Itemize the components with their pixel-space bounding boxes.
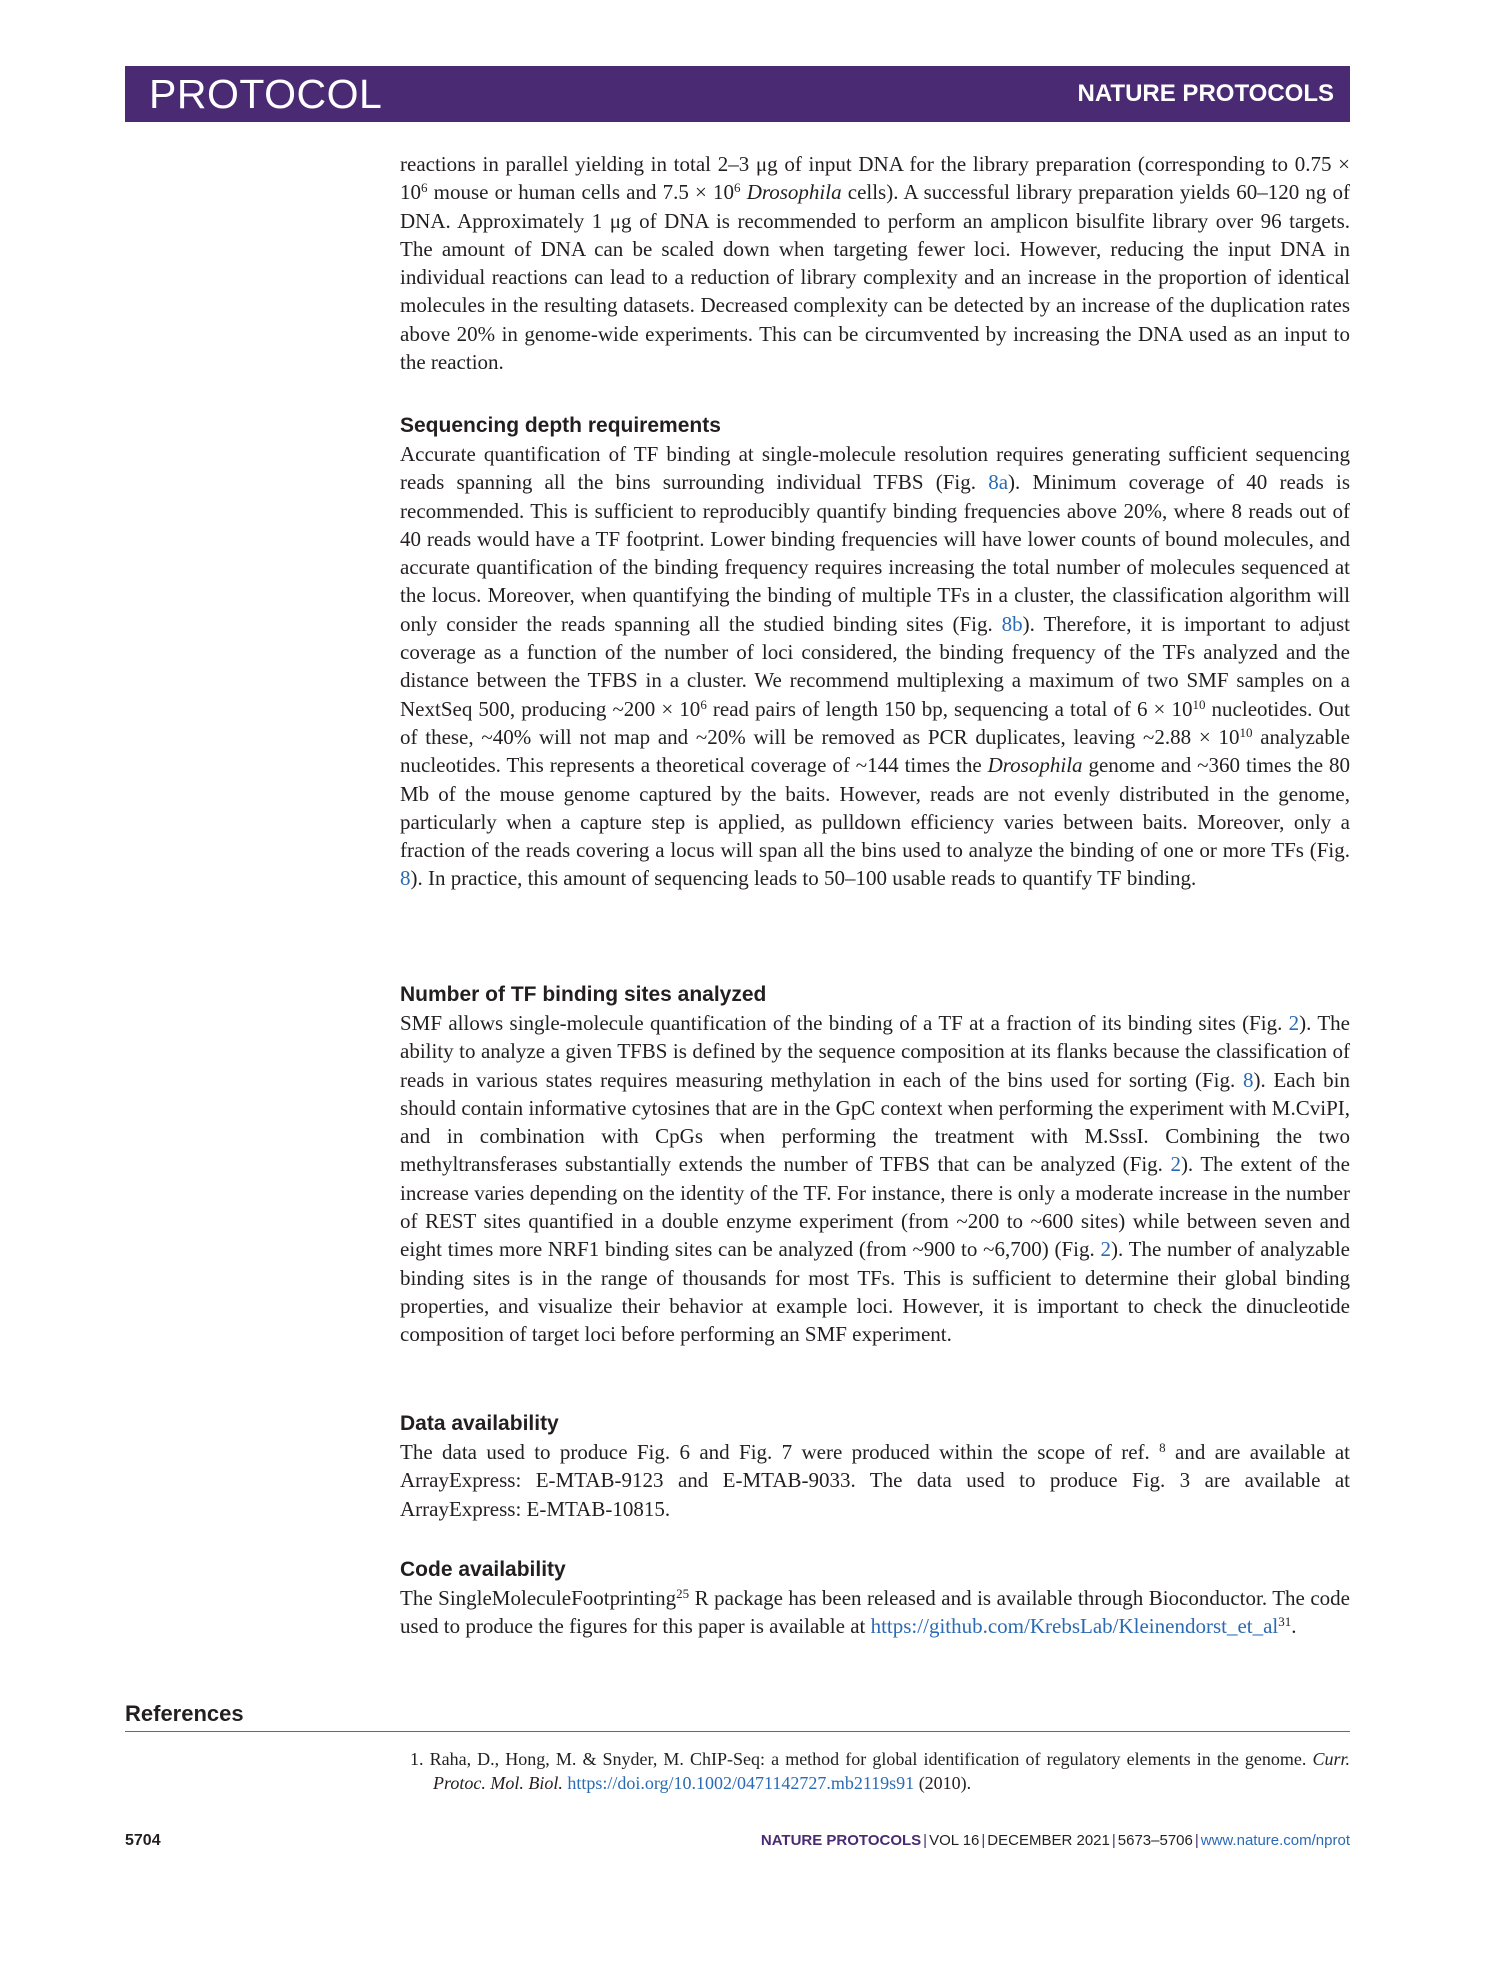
fig-link-8a[interactable]: 8a xyxy=(988,470,1009,495)
section-code xyxy=(400,1556,1350,1641)
data-paragraph: The data used to produce Fig. 6 and Fig. 7 were produced within the scope of ref. $^8$ and are available at ArrayExpress: E-MTAB-9123 and E-MTAB-9033. The data used to produce Fig. 3 are available at ArrayExpress: E-MTAB-10815. xyxy=(400,1439,1351,1521)
fig-link-8b[interactable]: 8b xyxy=(1001,611,1023,636)
references-list xyxy=(410,1747,1350,1795)
heading-sequencing: Sequencing depth requirements xyxy=(400,414,721,437)
section-data xyxy=(400,1410,1350,1523)
section-label: PROTOCOL xyxy=(149,71,383,117)
page-number: 5704 xyxy=(125,1832,161,1849)
fig-link-2[interactable]: 2 xyxy=(1170,1152,1181,1177)
fig-link-8[interactable]: 8 xyxy=(400,866,411,891)
intro-block xyxy=(400,150,1350,376)
references-divider xyxy=(125,1731,1350,1732)
sequencing-paragraph: Accurate quantification of TF binding at single-molecule resolution requires generating sufficient sequencing reads spanning all the bins surrounding individual TFBS (Fig. 8a). Minimum coverage of 40 reads is recommended. This is sufficient to reproducibly quantify binding frequencies above 20%, where 8 reads out of 40 reads would have a TF footprint. Lower binding frequencies will have lower counts of bound molecules, and accurate quantification of the binding frequency requires increasing the total number of molecules sequenced at the locus. Moreover, when quantifying the binding of multiple TFs in a cluster, the classification algorithm will only consider the reads spanning all the studied binding sites (Fig. 8b). Therefore, it is important to adjust coverage as a function of the number of loci considered, the binding frequency of the TFs analyzed and the distance between the TFBS in a cluster. We recommend multiplexing a maximum of two SMF samples on a NextSeq 500, producing ~200 × $10^6$ read pairs of length 150 bp, sequencing a total of $6 \times 10^{10}$ nucleotides. Out of these, ~40% will not map and ~20% will be removed as PCR duplicates, leaving ~2.88 × $10^{10}$ analyzable nucleotides. This represents a theoretical coverage of ~144 times the Drosophila genome and ~360 times the 80 Mb of the mouse genome captured by the baits. However, reads are not evenly distributed in the genome, particularly when a capture step is applied, as pulldown efficiency varies between baits. Moreover, only a fraction of the reads covering a locus will span all the bins used to analyze the binding of one or more TFs (Fig. 8). In practice, this amount of sequencing leads to 50–100 usable reads to quantify TF binding. xyxy=(400,442,1351,891)
footer-journal: NATURE PROTOCOLS xyxy=(760,1832,922,1849)
intro-paragraph: reactions in parallel yielding in total 2–3 μg of input DNA for the library preparation (corresponding to $0.75 \times 10^6$ mouse or human cells and $7.5 \times 10^6$ Drosophila cells). A successful library preparation yields 60–120 ng of DNA. Approximately 1 μg of DNA is recommended to perform an amplicon bisulfite library over 96 targets. The amount of DNA can be scaled down when targeting fewer loci. However, reducing the input DNA in individual reactions can lead to a reduction of library complexity and an increase in the proportion of identical molecules in the resulting datasets. Decreased complexity can be detected by an increase of the duplication rates above 20% in genome-wide experiments. This can be circumvented by increasing the DNA used as an input to the reaction. xyxy=(400,152,1351,375)
section-sequencing xyxy=(400,412,1350,893)
fig-link-8[interactable]: 8 xyxy=(1242,1067,1254,1092)
footer-pages: 5673–5706 xyxy=(1117,1832,1193,1849)
code-paragraph: The SingleMoleculeFootprinting$^{25}$ R package has been released and is available through Bioconductor. The code used to produce the figures for this paper is available at $https://github.com/KrebsLab/Kleinendorst\_et\_al^{31}$. xyxy=(400,1585,1350,1639)
heading-code: Code availability xyxy=(400,1558,566,1581)
fig-link-2[interactable]: 2 xyxy=(1100,1237,1112,1262)
github-link[interactable]: https://github.com/KrebsLab/Kleinendorst_et_al xyxy=(870,1614,1279,1639)
heading-data: Data availability xyxy=(400,1412,559,1435)
heading-number: Number of TF binding sites analyzed xyxy=(400,983,767,1006)
journal-name: NATURE PROTOCOLS xyxy=(1077,80,1334,107)
footer-date: DECEMBER 2021 xyxy=(987,1832,1110,1849)
footer-volume: VOL 16 xyxy=(929,1832,980,1849)
section-number xyxy=(400,981,1350,1349)
reference-item: 1. Raha, D., Hong, M. & Snyder, M. ChIP-Seq: a method for global identification of regulatory elements in the genome. Curr. Protoc. Mol. Biol. https://doi.org/10.1002/0471142727.mb2119s91 (2010). xyxy=(410,1749,1350,1793)
doi-link[interactable]: https://doi.org/10.1002/0471142727.mb2119s91 xyxy=(567,1773,915,1793)
references-heading: References xyxy=(125,1701,244,1726)
header-bar xyxy=(125,66,1350,122)
number-paragraph: SMF allows single-molecule quantification of the binding of a TF at a fraction of its binding sites (Fig. 2). The ability to analyze a given TFBS is defined by the sequence composition at its flanks because the classification of reads in various states requires measuring methylation in each of the bins used for sorting (Fig. 8). Each bin should contain informative cytosines that are in the GpC context when performing the experiment with M.CviPI, and in combination with CpGs when performing the treatment with M.SssI. Combining the two methyltransferases substantially extends the number of TFBS that can be analyzed (Fig. 2). The extent of the increase varies depending on the identity of the TF. For instance, there is only a moderate increase in the number of REST sites quantified in a double enzyme experiment (from ~200 to ~600 sites) while between seven and eight times more NRF1 binding sites can be analyzed (from ~900 to ~6,700) (Fig. 2). The number of analyzable binding sites is in the range of thousands for most TFs. This is sufficient to determine their global binding properties, and visualize their behavior at example loci. However, it is important to check the dinucleotide composition of target loci before performing an SMF experiment. xyxy=(400,1011,1351,1347)
footer-citation: NATURE PROTOCOLS | VOL 16 | DECEMBER 2021 | 5673–5706 | www.nature.com/nprot xyxy=(760,1832,1350,1849)
fig-link-2[interactable]: 2 xyxy=(1288,1011,1300,1035)
footer-url-link[interactable]: www.nature.com/nprot xyxy=(1200,1832,1350,1849)
